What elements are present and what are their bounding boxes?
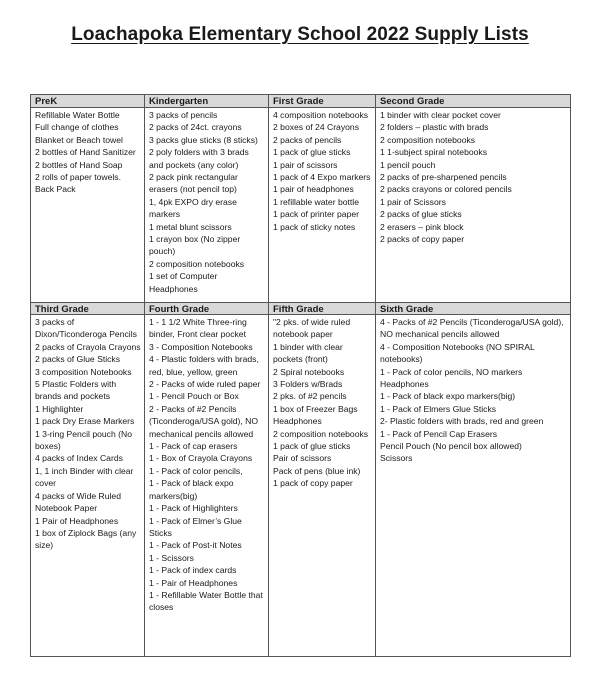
supply-item: 1, 1 inch Binder with clear cover xyxy=(35,465,134,489)
supply-item: 1 binder with clear pocket cover xyxy=(380,110,501,120)
list-first-grade xyxy=(269,108,376,302)
list-fourth-grade xyxy=(145,315,269,656)
supply-item: 1 refillable water bottle xyxy=(273,196,359,207)
supply-item: 1 - Pack of color pencils, xyxy=(149,465,243,476)
supply-item: 3 - Composition Notebooks xyxy=(149,341,253,352)
supply-item: 2 packs of Crayola Crayons xyxy=(35,341,141,352)
supply-item: 2 pack pink rectangular erasers (not pencil top) xyxy=(149,172,238,195)
header-sixth-grade: Sixth Grade xyxy=(376,302,570,315)
supply-item: 1 box of Ziplock Bags (any size) xyxy=(35,527,137,551)
supply-item: 1 pair of scissors xyxy=(273,159,338,170)
supply-item: 1 - Pack of Elmers Glue Sticks xyxy=(380,403,497,414)
supply-item: 3 packs of Dixon/Ticonderoga Pencils xyxy=(35,317,137,340)
header-kindergarten: Kindergarten xyxy=(145,95,269,108)
supply-item: 1 pack of 4 Expo markers xyxy=(273,172,371,183)
supply-item: Blanket or Beach towel xyxy=(35,134,123,145)
document-title: Loachapoka Elementary School 2022 Supply Lists xyxy=(71,24,529,45)
supply-item: 2 erasers – pink block xyxy=(380,221,464,232)
supply-item: 4 - Composition Notebooks (NO SPIRAL notebooks) xyxy=(380,341,535,365)
supply-item: 2 packs crayons or colored pencils xyxy=(380,184,512,195)
supply-item: 2 bottles of Hand Sanitizer xyxy=(35,147,136,158)
supply-item: 1 crayon box (No zipper pouch) xyxy=(149,234,241,257)
supply-item: 1 - Scissors xyxy=(149,552,194,563)
list-fifth-grade xyxy=(269,315,376,656)
header-third-grade: Third Grade xyxy=(31,302,145,315)
supply-item: 1 pack of printer paper xyxy=(273,209,359,220)
supply-item: Headphones xyxy=(273,416,322,427)
supply-item: 1 - Pack of index cards xyxy=(149,565,237,576)
supply-item: 1 - Pair of Headphones xyxy=(149,577,238,588)
supply-item: 2 rolls of paper towels. xyxy=(35,172,121,183)
supply-item: 1 - Pack of black expo markers(big) xyxy=(380,391,516,402)
supply-item: 1 - Pack of color pencils, NO markers xyxy=(380,366,523,377)
supply-item: 1 pack Dry Erase Markers xyxy=(35,416,135,427)
supply-item: 1 - 1 1/2 White Three-ring binder, Front clear pocket xyxy=(149,317,247,340)
supply-item: Pencil Pouch (No pencil box allowed) xyxy=(380,441,522,452)
supply-item: 2 poly folders with 3 brads and pockets (any color) xyxy=(149,147,249,170)
supply-item: 2 bottles of Hand Soap xyxy=(35,159,123,170)
supply-item: 2 packs of pre-sharpened pencils xyxy=(380,172,507,183)
supply-item: 1 - Pencil Pouch or Box xyxy=(149,391,239,402)
supply-item: 1, 4pk EXPO dry erase markers xyxy=(149,196,237,220)
supply-item: 1 - Box of Crayola Crayons xyxy=(149,453,253,464)
supply-item: 2 - Packs of wide ruled paper xyxy=(149,379,261,390)
supply-item: 2 pks. of #2 pencils xyxy=(273,391,347,402)
list-kindergarten xyxy=(145,108,269,302)
supply-item: 3 packs of pencils xyxy=(149,110,218,120)
supply-item: 3 composition Notebooks xyxy=(35,366,132,377)
supply-item: "2 pks. of wide ruled notebook paper xyxy=(273,317,351,340)
supply-item: 4 - Packs of #2 Pencils (Ticonderoga/USA gold), NO mechanical pencils allowed xyxy=(380,317,564,340)
supply-item: 1 3-ring Pencil pouch (No boxes) xyxy=(35,428,132,452)
supply-item: 1 - Refillable Water Bottle that closes xyxy=(149,589,263,613)
supply-item: Pair of scissors xyxy=(273,453,332,464)
supply-item: 2 packs of pencils xyxy=(273,134,342,145)
supply-item: 2 folders – plastic with brads xyxy=(380,122,489,133)
supply-item: 1 box of Freezer Bags xyxy=(273,403,358,414)
list-third-grade xyxy=(31,315,145,656)
list-second-grade xyxy=(376,108,570,302)
header-first-grade: First Grade xyxy=(269,95,376,108)
supply-item: 1 pack of copy paper xyxy=(273,478,353,489)
supply-item: 1 - Pack of cap erasers xyxy=(149,441,238,452)
supply-item: 2 boxes of 24 Crayons xyxy=(273,122,359,133)
supply-item: 1 binder with clear pockets (front) xyxy=(273,341,343,365)
supply-item: 2 packs of glue sticks xyxy=(380,209,462,220)
supply-item: 1 pair of Scissors xyxy=(380,196,446,207)
supply-item: 1 pack of sticky notes xyxy=(273,221,356,232)
supply-item: 2 packs of Glue Sticks xyxy=(35,354,121,365)
supply-item: Scissors xyxy=(380,453,413,464)
supply-item: Refillable Water Bottle xyxy=(35,110,120,120)
supply-item: 2- Plastic folders with brads, red and green xyxy=(380,416,544,427)
supply-item: 3 packs glue sticks (8 sticks) xyxy=(149,134,258,145)
supply-item: 1 - Pack of black expo markers(big) xyxy=(149,478,234,501)
supply-item: 1 pack of glue sticks xyxy=(273,441,351,452)
supply-item: 1 metal blunt scissors xyxy=(149,221,232,232)
supply-item: 4 packs of Index Cards xyxy=(35,453,123,464)
supply-item: 4 - Plastic folders with brads, red, blue, yellow, green xyxy=(149,354,259,377)
supply-item: 1 Highlighter xyxy=(35,403,84,414)
supply-item: Pack of pens (blue ink) xyxy=(273,465,361,476)
supply-list-table xyxy=(30,94,571,657)
list-sixth-grade xyxy=(376,315,570,656)
header-fifth-grade: Fifth Grade xyxy=(269,302,376,315)
supply-item: 3 Folders w/Brads xyxy=(273,379,343,390)
supply-item: 2 packs of copy paper xyxy=(380,234,465,245)
supply-item: 2 composition notebooks xyxy=(149,258,245,269)
supply-item: 1 pack of glue sticks xyxy=(273,147,351,158)
supply-item: Full change of clothes xyxy=(35,122,119,133)
supply-item: 2 composition notebooks xyxy=(380,134,476,145)
supply-item: 1 pair of headphones xyxy=(273,184,354,195)
supply-item: 1 1-subject spiral notebooks xyxy=(380,147,488,158)
supply-item: 1 pencil pouch xyxy=(380,159,436,170)
supply-item: 1 set of Computer Headphones xyxy=(149,271,218,294)
list-prek xyxy=(31,108,145,302)
supply-item: Back Pack xyxy=(35,184,76,195)
supply-item: 5 Plastic Folders with brands and pockets xyxy=(35,379,117,402)
supply-item: 1 - Pack of Highlighters xyxy=(149,503,238,514)
supply-item: 2 Spiral notebooks xyxy=(273,366,345,377)
supply-item: 2 packs of 24ct. crayons xyxy=(149,122,242,133)
supply-item: 4 packs of Wide Ruled Notebook Paper xyxy=(35,490,121,514)
header-second-grade: Second Grade xyxy=(376,95,570,108)
supply-item: 1 - Pack of Elmer’s Glue Sticks xyxy=(149,515,242,538)
supply-item: 1 - Pack of Pencil Cap Erasers xyxy=(380,428,498,439)
supply-item: Headphones xyxy=(380,379,429,390)
supply-item: 1 Pair of Headphones xyxy=(35,515,119,526)
header-fourth-grade: Fourth Grade xyxy=(145,302,269,315)
header-prek: PreK xyxy=(31,95,145,108)
supply-item: 2 - Packs of #2 Pencils (Ticonderoga/USA gold), NO mechanical pencils allowed xyxy=(149,403,259,439)
supply-item: 2 composition notebooks xyxy=(273,428,369,439)
supply-item: 4 composition notebooks xyxy=(273,110,369,120)
supply-item: 1 - Pack of Post-it Notes xyxy=(149,540,242,551)
